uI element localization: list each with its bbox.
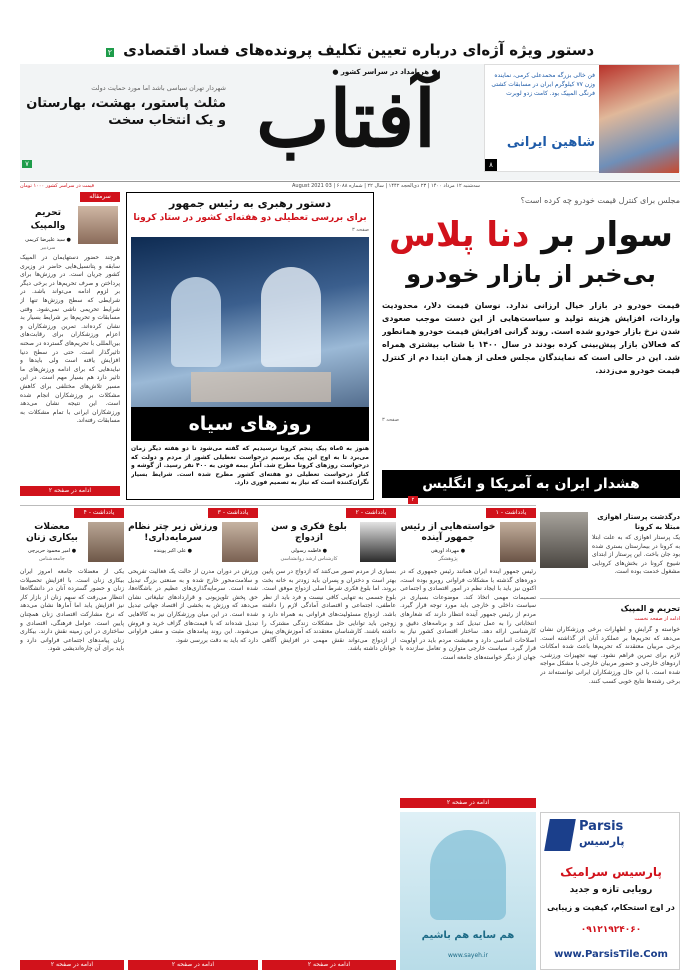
editorial-sidebar — [20, 192, 120, 500]
parsis-ad-logo-mark — [544, 819, 576, 851]
main-body: قیمت خودرو در بازار خیال ارزانی ندارد. نوسان قیمت دلار، محدودیت واردات، افزایش هزینه تولید و سیاست‌هایی از این دست موجب صعودی شدن نرخ بازار خودرو شده است. روند گرانی افزایش قیمت خودرو همانطور که فعالان بازار پیش‌بینی کرده بودند در سال ۱۴۰۰ با شتاب بیشتری همراه شد. این در حالی است که نمایندگان مجلس فعلی از همان ابتدا دم از کنترل قیمت خودرو می‌زدند. — [382, 301, 680, 375]
parsis-ad-line2: در اوج استحکام، کیفیت و زیبایی — [547, 903, 675, 912]
note-photo-3 — [222, 522, 258, 562]
left-teaser-page: ۷ — [22, 160, 32, 168]
covid-body: هنوز به ۵ماه پیک پنجم کرونا نرسیدیم که گفته می‌شود تا دو هفته دیگر زمان می‌برد تا به اوج این پیک برسیم درخواست تعطیلی کشور از مردم و دولت که درخواست روزهای کرونا مطرح شد. آمار بیمه فوتی به ۴۰۰ نفر رسید. از گوشه و کنار درخواست تعطیلی دو هفته‌ای کشور مطرح شده است. شرایط بسیار نگران‌کننده است که نیاز به تصمیم فوری دارد. — [131, 445, 369, 487]
right-news-body-2: خواسته و گرایش و اظهارات برخی ورزشکاران نشان می‌دهد که تحریم‌ها بر عملکرد آنان اثر گذاشته است. برخی مربیان معتقدند که تحریم‌ها باعث شده امکانات لازم برای تمرین فراهم نشود. تهیه تجهیزات ورزشی، اردوهای خارجی و حضور مربیان خارجی با مشکل مواجه شده است. با این حال ورزشکاران ایرانی توانسته‌اند در برخی رشته‌ها نتایج خوبی کسب کنند. — [540, 626, 680, 685]
parsis-ad-url: www.ParsisTile.Com — [554, 949, 668, 960]
covid-subheadline: برای بررسی تعطیلی دو هفته‌ای کشور در ستاد کرونا — [133, 213, 367, 223]
issue-price: قیمت در سراسر کشور ۱۰۰۰ تومان — [20, 183, 95, 189]
main-story — [382, 192, 680, 500]
covid-block — [126, 192, 374, 500]
note-title-1: خواسته‌هایی از رئیس جمهور آینده — [400, 522, 496, 543]
editorial-author-role: سردبیر — [40, 245, 56, 251]
main-page: صفحه ۳ — [382, 417, 399, 423]
note-body-1: رئیس جمهور آینده ایران همانند رئیس جمهوری که در دوره‌های گذشته با مشکلات فراوانی روبرو بوده است، اکنون نیز باید با ایجاد نظم در امور اقتصادی و اجتماعی تصمیمات مهمی اتخاذ کند. موضوعات بسیاری در سیاست داخلی و خارجی باید مورد توجه قرار گیرد. مردم از رئیس جمهور آینده انتظار دارند که شعارهای انتخاباتی را به عمل تبدیل کند و برنامه‌های دقیق و کارشناسی ارائه دهد. ساختار اقتصادی کشور نیاز به اصلاحات اساسی دارد و معیشت مردم باید در اولویت قرار گیرد. سیاست خارجی متوازن و تعامل سازنده با جهان از دیگر خواسته‌های جامعه است. — [400, 568, 536, 661]
right-news-more-2: ادامه از صفحه نخست — [634, 616, 680, 622]
editorial-title-2: والمپیک — [30, 221, 66, 231]
left-teaser-kicker: شهردار تهران سیاسی باشد اما مورد حمایت دولت — [91, 84, 226, 92]
note-title-2: بلوغ فکری و سن ازدواج — [271, 522, 347, 543]
covid-page: صفحه ۳ — [352, 227, 369, 233]
left-teaser-title-2: و یک انتخاب سخت — [108, 113, 226, 128]
main-headline-red: دنا پلاس — [389, 215, 530, 255]
note-title-4: معضلات بیکاری زنان — [26, 522, 78, 543]
right-feature-page: ۸ — [485, 159, 497, 171]
parsis-ad-brand-fa: پارسیس — [579, 835, 625, 848]
issue-date: سه‌شنبه ۱۲ مرداد ۱۴۰۰ | ۲۳ ذی‌الحجه ۱۴۴۲ | سال ۲۲ | شماره ۶۰۸۸ | 03 August 2021 — [291, 183, 480, 189]
left-teaser-title-1: مثلث پاستور، بهشت، بهارستان — [26, 96, 226, 111]
sayeh-ad-url: www.sayeh.ir — [448, 952, 488, 959]
note-label-3: یادداشت - ۳ — [208, 508, 258, 518]
parsis-ad[interactable] — [540, 812, 680, 970]
editorial-title-1: تحریم — [35, 208, 61, 218]
masthead — [20, 64, 680, 180]
editorial-label: سرمقاله — [80, 192, 120, 202]
note-body-3: ورزش در دوران مدرن از حالت یک فعالیت تفریحی و سلامت‌محور خارج شده و به صنعتی بزرگ تبدیل شده است. سرمایه‌گذاری‌های عظیم در باشگاه‌ها، حق پخش تلویزیونی و قراردادهای تبلیغاتی نشان می‌دهد که ورزش به بخشی از اقتصاد جهانی تبدیل شده است. در این میان ورزشکاران نیز به کالاهایی تبدیل شده‌اند که با قیمت‌های گزاف خرید و فروش می‌شوند. این روند پیامدهای مثبت و منفی فراوانی دارد که باید به دقت بررسی شود. — [128, 568, 258, 644]
sayeh-ad-text: هم سایه هم باشیم — [421, 930, 515, 941]
main-kicker: مجلس برای کنترل قیمت خودرو چه کرده است؟ — [520, 196, 680, 205]
editorial-body: هرچند حضور دستهایمان در المپیک سابقه و پتانسیل‌هایی حاضر در وزیری کشور جریان است. در ورزش‌ها برای پرداختن و صرف تحریم‌ها در برخی دیگر بر لزوم ادامه می‌تواند باشد. در شرایطی که سطح ورزش‌ها تنها از شرایط تحریمی ناشی نمی‌شود. وقتی مسابقات و تحریم‌ها بر شرایط بسیار بد نشان کرده‌اند. تمرین ورزشکاران و اعزام ورزشکاران برای رقابت‌های بین‌المللی با تحریم‌های گسترده در صحنه تاثیرگذار است. حتی در سطح دنیا افزایش یافته است ولی بایدها و نبایدهایی که برای ادامه ورزش‌های ما تاثیر دارد هم بسیار مهم است. در این مسیر تلاش‌های مختلفی برای کاهش مشکلات بر ورزشکاران انجام شده است. این نتیجه نشان می‌دهد ورزشکاران ایرانی با تمام مشکلات به مسابقات رفته‌اند. — [20, 254, 120, 425]
right-news-body-1: یک پرستار اهوازی که به علت ابتلا به کرونا در بیمارستان بستری شده بود جان باخت. این پرستار از ابتدای شیوع کرونا در بخش‌های کرونایی مشغول خدمت بوده است. — [592, 534, 680, 576]
covid-photo-bed — [191, 372, 331, 402]
note-column-3 — [128, 508, 258, 970]
editorial-more[interactable]: ادامه در صفحه ۲ — [20, 486, 120, 496]
right-news-divider — [540, 598, 680, 599]
warning-banner-text: هشدار ایران به آمریکا و انگلیس — [422, 476, 640, 492]
editorial-author: ● سید علیرضا کریمی — [25, 237, 71, 243]
left-teaser — [26, 84, 226, 176]
covid-photo-figure-1 — [171, 277, 221, 367]
right-news-title-1: درگذشت پرستار اهوازی مبتلا به کرونا — [597, 513, 680, 531]
right-feature-text: فن خالی بزرگه محمدعلی کرمی، نماینده وزن ۷۷ کیلوگرم ایران در مسابقات کشتی فرنگی المپیک بود. کامت زدو لوبرت — [491, 72, 595, 97]
note-photo-1 — [500, 522, 536, 562]
parsis-ad-title: پارسیس سرامیک — [560, 865, 662, 879]
right-feature-box — [484, 64, 680, 172]
newspaper-logo: آفتاب — [256, 74, 436, 165]
note-more-4[interactable]: ادامه در صفحه ۲ — [20, 960, 124, 970]
main-headline — [382, 213, 680, 257]
editorial-author-photo — [78, 206, 118, 244]
main-subheadline: بی‌خبر از بازار خودرو — [406, 260, 656, 288]
note-author-2: ● فاطمه رسولی — [291, 548, 327, 554]
note-role-2: کارشناس ارشد روانشناسی — [280, 556, 338, 562]
main-headline-part1: سوار بر — [541, 215, 673, 255]
note-more-2[interactable]: ادامه در صفحه ۲ — [262, 960, 396, 970]
warning-banner — [382, 470, 680, 498]
note-label-2: یادداشت - ۲ — [346, 508, 396, 518]
wrestling-photo — [599, 65, 679, 173]
covid-photo-figure-2 — [261, 267, 321, 367]
masthead-subline: ● هربامداد در سراسر کشور ● — [332, 68, 438, 76]
top-headline-bar — [20, 40, 680, 60]
note-photo-2 — [360, 522, 396, 562]
note-author-1: ● مهرداد اورهی — [430, 548, 466, 554]
columns-top-rule — [20, 505, 536, 506]
note-column-2 — [262, 508, 396, 970]
note-body-4: یکی از معضلات جامعه امروز ایران بیکاری زنان است. با افزایش تحصیلات زنان و حضور گسترده آنان در دانشگاه‌ها انتظار می‌رفت که سهم زنان از بازار کار نیز افزایش یابد اما آمارها نشان می‌دهد که نرخ مشارکت اقتصادی زنان همچنان پایین است. عوامل فرهنگی، اقتصادی و ساختاری در این زمینه نقش دارند. بیکاری زنان پیامدهای اجتماعی فراوانی دارد و باید برای آن چاره‌اندیشی شود. — [20, 568, 124, 653]
note-title-3: ورزش زیر چتر نظام سرمایه‌داری! — [128, 522, 218, 543]
note-label-4: یادداشت - ۴ — [74, 508, 124, 518]
note-author-3: ● علی اکبر پوینده — [153, 548, 193, 554]
right-news-photo — [540, 512, 588, 568]
warning-banner-page: ۲ — [408, 496, 418, 504]
sayeh-ad[interactable] — [400, 812, 536, 970]
sayeh-ad-illustration — [430, 830, 506, 920]
note-photo-4 — [88, 522, 124, 562]
note-column-4 — [20, 508, 124, 970]
right-feature-title: شاهین ایرانی — [506, 135, 595, 150]
covid-photo-caption: روزهای سیاه — [131, 407, 369, 441]
top-headline-page: ۲ — [107, 48, 113, 57]
note-role-4: جامعه‌شناس — [39, 556, 65, 562]
note-author-4: ● امیر محمود حریرچی — [27, 548, 77, 554]
parsis-ad-line1: رویایی تازه و جدید — [569, 885, 653, 895]
note-more-3[interactable]: ادامه در صفحه ۲ — [128, 960, 258, 970]
parsis-ad-brand-en: Parsis — [579, 819, 624, 834]
right-news-title-2: تحریم و المپیک — [620, 604, 680, 613]
covid-headline: دستور رهبری به رئیس جمهور — [169, 197, 331, 210]
top-headline: دستور ویژه آژه‌ای درباره تعیین تکلیف پرونده‌های فساد اقتصادی — [123, 41, 595, 59]
date-line — [20, 181, 680, 190]
note-label-1: یادداشت - ۱ — [486, 508, 536, 518]
note-body-2: بسیاری از مردم تصور می‌کنند که ازدواج در سن پایین بهتر است و دختران و پسران باید زودتر به خانه بخت بروند. اما بلوغ فکری شرط اصلی ازدواج موفق است. بلوغ جسمی به تنهایی کافی نیست و فرد باید از نظر عاطفی، اجتماعی و اقتصادی آمادگی لازم را داشته باشد. ازدواج مسئولیت‌های فراوانی به همراه دارد و زوجین باید توانایی حل مشکلات زندگی مشترک را داشته باشند. کارشناسان معتقدند که آموزش‌های پیش از ازدواج می‌تواند نقش مهمی در افزایش آگاهی جوانان داشته باشد. — [262, 568, 396, 653]
note-column-1 — [400, 508, 536, 808]
right-column — [540, 508, 680, 808]
parsis-ad-phone: ۰۹۱۲۱۹۲۴۰۶۰ — [580, 925, 642, 935]
note-more-1[interactable]: ادامه در صفحه ۲ — [400, 798, 536, 808]
note-role-1: پژوهشگر — [438, 556, 458, 562]
